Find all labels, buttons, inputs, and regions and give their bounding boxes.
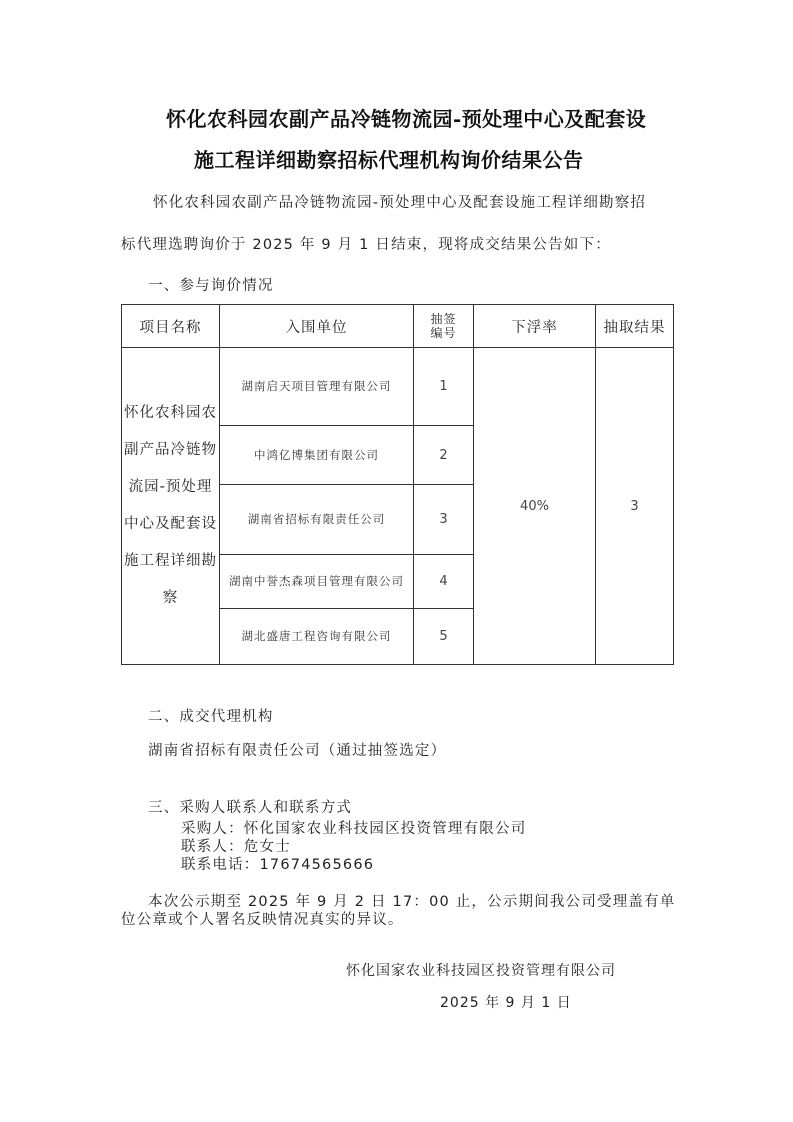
draw-number-cell: 3 <box>414 485 474 555</box>
table-row <box>122 348 674 426</box>
header-unit: 入围单位 <box>220 305 414 348</box>
signature-company: 怀化国家农业科技园区投资管理有限公司 <box>346 963 616 979</box>
draw-number-cell: 5 <box>414 609 474 665</box>
header-result: 抽取结果 <box>596 305 674 348</box>
header-draw-number: 抽签编号 <box>414 305 474 348</box>
purchaser-text: 采购人：怀化国家农业科技园区投资管理有限公司 <box>181 821 527 837</box>
unit-cell: 湖南省招标有限责任公司 <box>220 485 414 555</box>
draw-number-cell: 1 <box>414 348 474 426</box>
unit-cell: 湖南中誉杰森项目管理有限公司 <box>220 555 414 609</box>
winner-text: 湖南省招标有限责任公司（通过抽签选定） <box>148 743 447 759</box>
section-1-heading: 一、参与询价情况 <box>148 278 274 294</box>
project-name-cell: 怀化农科园农副产品冷链物流园-预处理中心及配套设施工程详细勘察 <box>122 348 220 665</box>
discount-rate-cell: 40% <box>474 348 596 665</box>
draw-number-cell: 4 <box>414 555 474 609</box>
intro-line-2: 标代理选聘询价于 2025 年 9 月 1 日结束，现将成交结果公告如下： <box>121 237 611 253</box>
section-2-heading: 二、成交代理机构 <box>148 709 274 725</box>
unit-cell: 湖北盛唐工程咨询有限公司 <box>220 609 414 665</box>
title-line-2: 施工程详细勘察招标代理机构询价结果公告 <box>194 148 584 172</box>
signature-date: 2025 年 9 月 1 日 <box>440 995 572 1011</box>
header-project-name: 项目名称 <box>122 305 220 348</box>
contact-phone-text: 联系电话：17674565666 <box>181 857 375 873</box>
unit-cell: 湖南启天项目管理有限公司 <box>220 348 414 426</box>
results-table <box>121 304 674 665</box>
section-3-heading: 三、采购人联系人和联系方式 <box>148 800 353 816</box>
header-discount-rate: 下浮率 <box>474 305 596 348</box>
draw-number-cell: 2 <box>414 426 474 485</box>
intro-line-1: 怀化农科园农副产品冷链物流园-预处理中心及配套设施工程详细勘察招 <box>153 195 647 211</box>
unit-cell: 中鸿亿博集团有限公司 <box>220 426 414 485</box>
notice-line-1: 本次公示期至 2025 年 9 月 2 日 17：00 止，公示期间我公司受理盖有单 <box>148 894 676 910</box>
notice-line-2: 位公章或个人署名反映情况真实的异议。 <box>121 912 404 928</box>
contact-person-text: 联系人：危女士 <box>181 839 291 855</box>
result-cell: 3 <box>596 348 674 665</box>
table-header-row <box>122 305 674 348</box>
title-line-1: 怀化农科园农副产品冷链物流园-预处理中心及配套设 <box>166 107 647 131</box>
